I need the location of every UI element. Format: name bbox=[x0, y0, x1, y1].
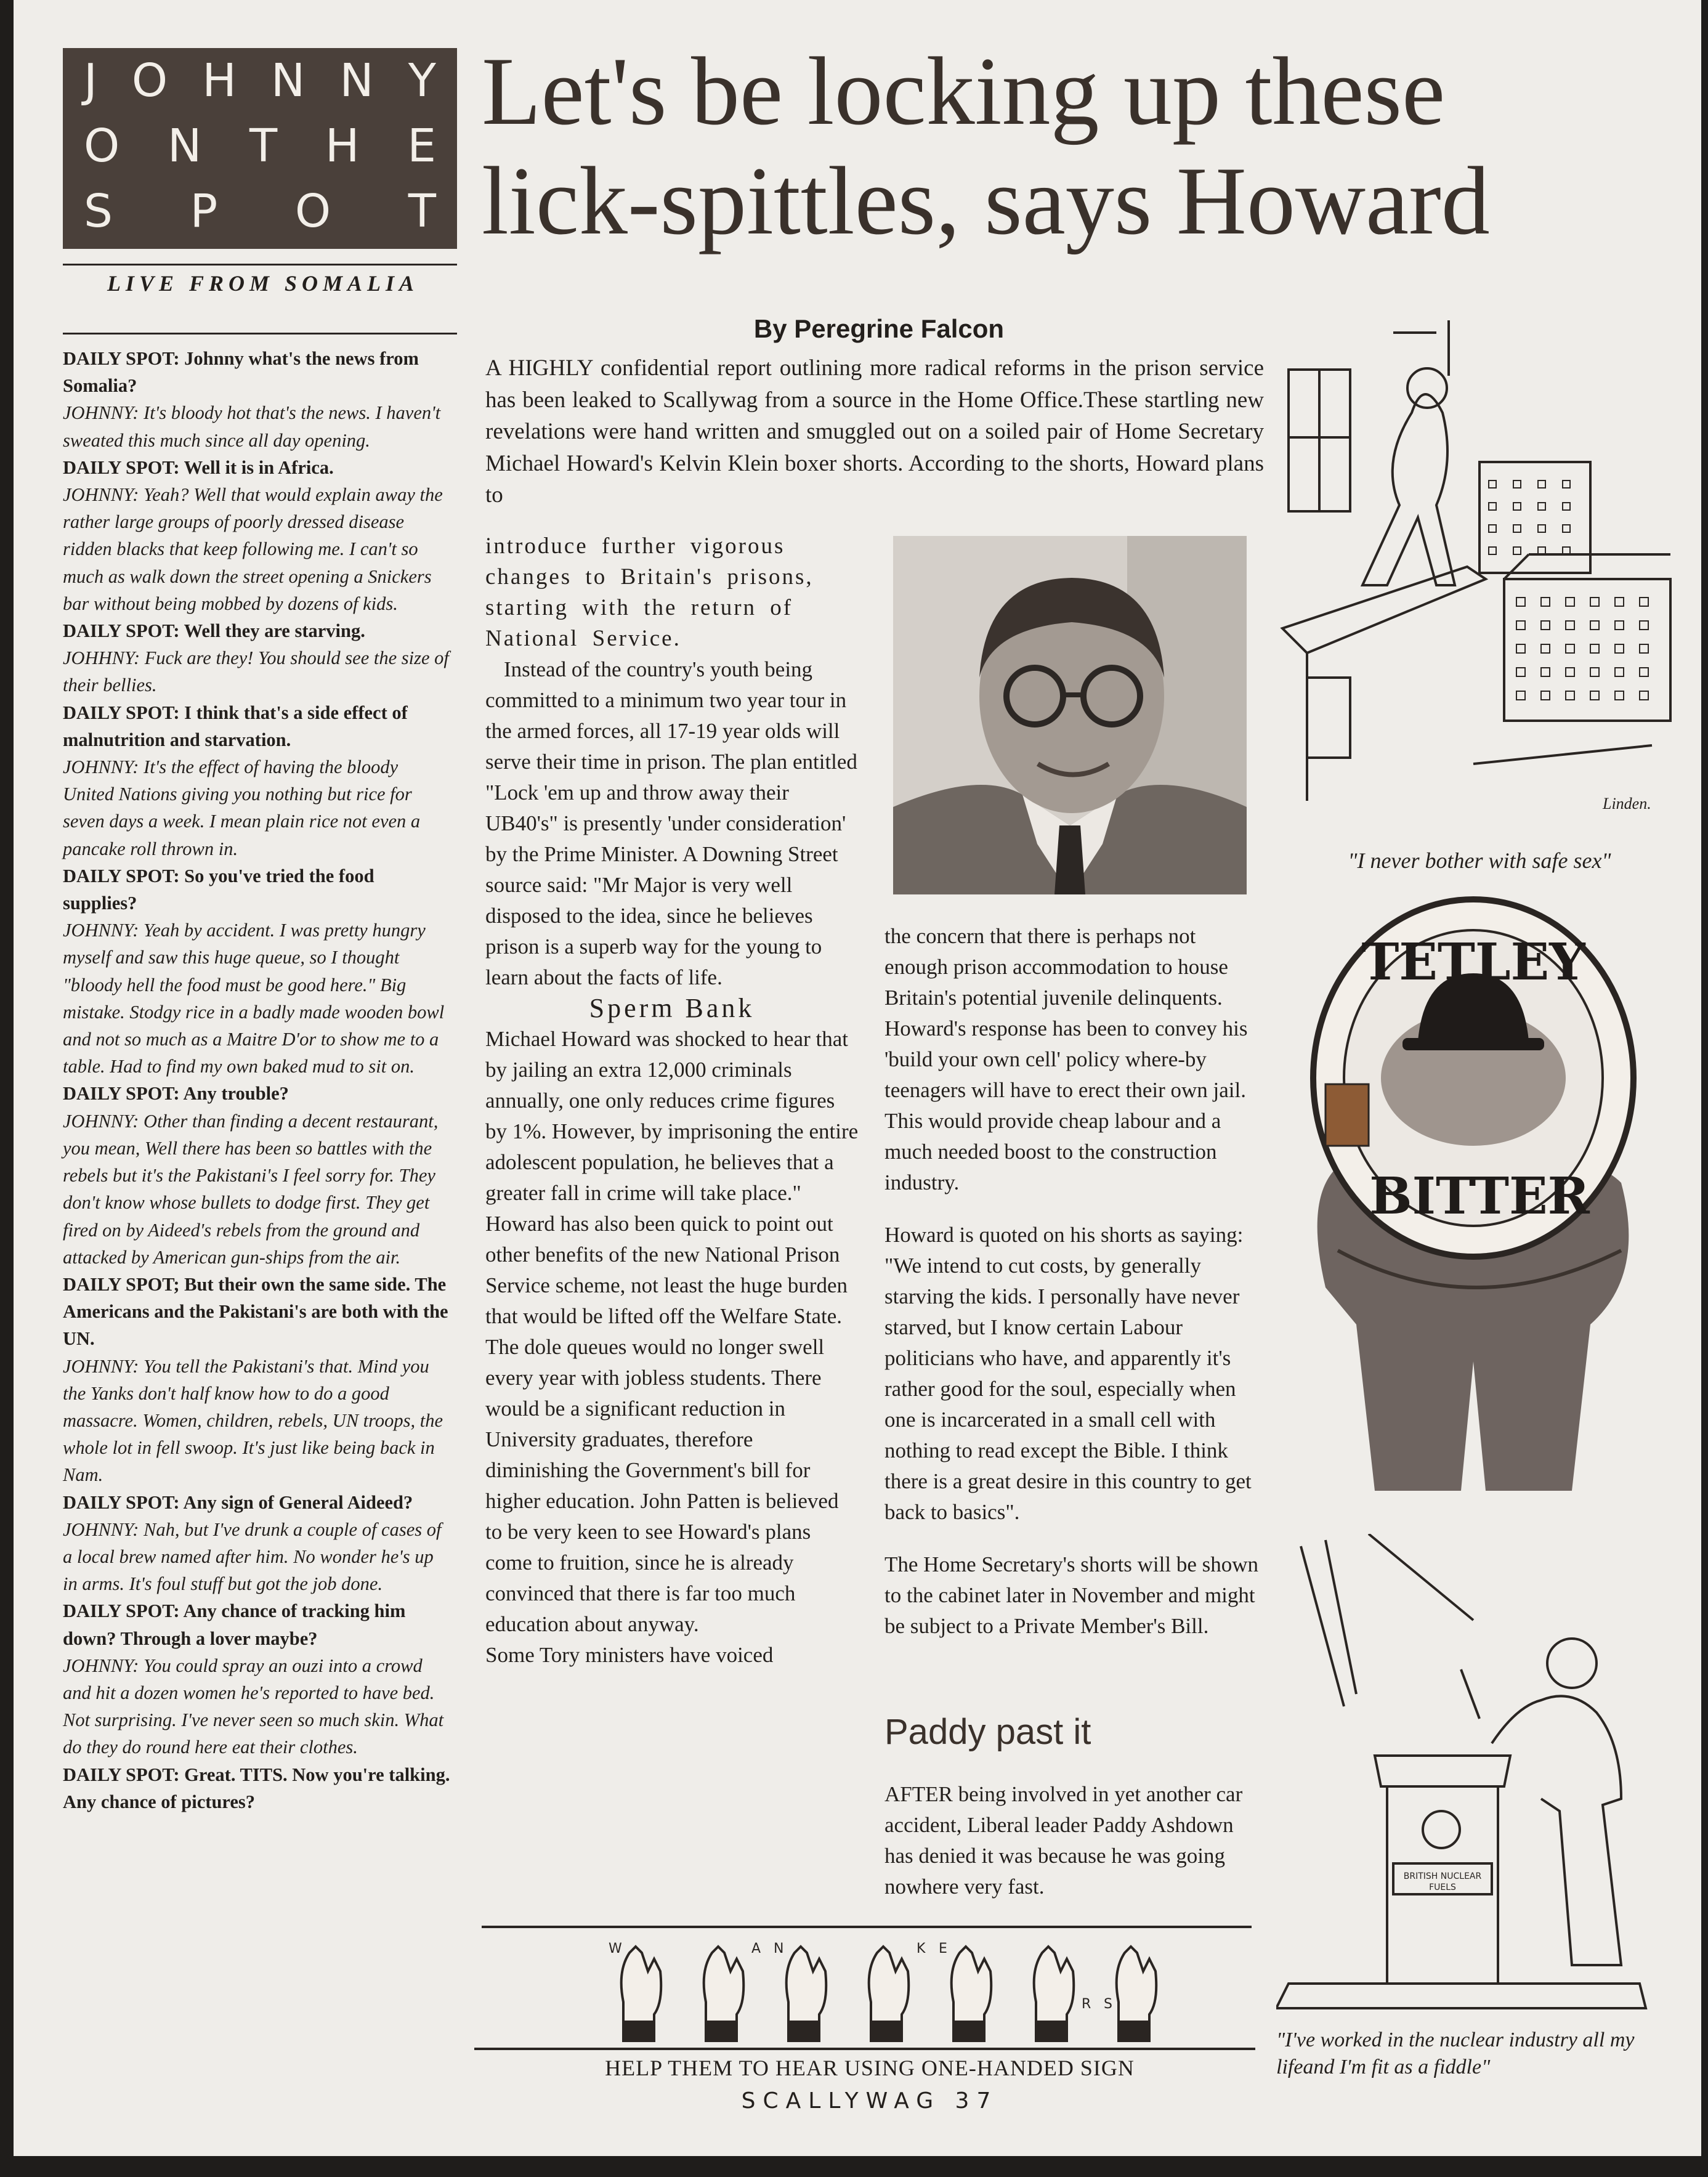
sign-letter: W bbox=[609, 1941, 622, 1956]
article-paragraph: Instead of the country's youth being committed to a minimum two year tour in the armed forces, all 17-19 year olds will serve their time in prison. The plan entitled "Lock 'em up and throw away their UB40's" is presently 'under consideration' by the Prime Minister. A Downing Street source said: "Mr Major is very well disposed to the idea, since he believes prison is a superb way for the young to learn about the facts of life. bbox=[485, 657, 857, 989]
sign-letter: N bbox=[774, 1941, 784, 1956]
interview-answer: JOHNNY: It's the effect of having the bloody United Nations giving you nothing but rice for seven days a week. I mean plain rice not even a pancake roll thrown in. bbox=[63, 756, 421, 859]
interview-question: DAILY SPOT: So you've tried the food supplies? bbox=[63, 865, 374, 914]
sign-caption: HELP THEM TO HEAR USING ONE-HANDED SIGN bbox=[605, 2056, 1135, 2080]
divider bbox=[474, 2048, 1255, 2050]
article-paragraph: introduce further vigorous changes to Britain's prisons, starting with the return of National Service. bbox=[485, 533, 814, 651]
interview-question: DAILY SPOT: Johnny what's the news from Somalia? bbox=[63, 348, 419, 397]
interview-question: DAILY SPOT: Great. TITS. Now you're talking. Any chance of pictures? bbox=[63, 1764, 450, 1812]
banner-letter: O bbox=[294, 185, 331, 238]
article-paragraph: the concern that there is perhaps not enough prison accommodation to house Britain's potential juvenile delinquents. Howard's response has been to convey his 'build your own cell' policy where-by teenagers will have to erect their own jail. This would provide cheap labour and a much needed boost to the construction industry. bbox=[884, 924, 1248, 1194]
tetley-advert-graphic bbox=[1301, 893, 1646, 1491]
sign-hand-icon bbox=[869, 1941, 926, 2042]
section-line-2 bbox=[63, 118, 457, 179]
banner-letter: O bbox=[131, 54, 168, 107]
interview-column bbox=[63, 345, 451, 1815]
sign-hands bbox=[593, 1934, 1184, 2045]
banner-letter: O bbox=[84, 120, 120, 172]
interview-question: DAILY SPOT: Well they are starving. bbox=[63, 620, 365, 642]
interview-answer: JOHNNY: Yeah? Well that would explain away the rather large groups of poorly dressed disease ridden blacks that keep following me. I can't so much as walk down the street opening a Snickers bar without being mobbed by dozens of kids. bbox=[63, 484, 443, 614]
tetley-advert bbox=[1301, 893, 1646, 1491]
section-line-3 bbox=[63, 184, 457, 244]
article-column-2 bbox=[884, 899, 1261, 1663]
sign-hand-icon bbox=[939, 1941, 991, 2042]
banner-letter: Y bbox=[408, 54, 436, 107]
interview-question: DAILY SPOT: Any chance of tracking him down? Through a lover maybe? bbox=[63, 1600, 406, 1649]
sign-hand-icon bbox=[1104, 1947, 1156, 2042]
portrait-photo-graphic bbox=[893, 536, 1247, 894]
banner-letter: H bbox=[325, 120, 360, 172]
section-subtitle: LIVE FROM SOMALIA bbox=[107, 271, 419, 296]
portrait-photo bbox=[893, 536, 1247, 894]
interview-answer: JOHHNY: Fuck are they! You should see the size of their bellies. bbox=[63, 647, 449, 696]
article-paragraph: Some Tory ministers have voiced bbox=[485, 1643, 774, 1667]
sign-letter: A bbox=[751, 1941, 761, 1956]
sign-hand-icon bbox=[704, 1941, 761, 2042]
headline-line-2: lick-spittles, says Howard bbox=[482, 147, 1490, 255]
banner-letter: P bbox=[190, 185, 218, 238]
interview-answer: JOHNNY: It's bloody hot that's the news. I haven't sweated this much since all day opening. bbox=[63, 402, 441, 451]
sign-letter: E bbox=[939, 1941, 947, 1956]
divider bbox=[63, 264, 457, 266]
podium-label-1: BRITISH NUCLEAR bbox=[1403, 1871, 1482, 1881]
sign-letter: K bbox=[917, 1941, 926, 1956]
interview-question: DAILY SPOT: Any trouble? bbox=[63, 1083, 289, 1105]
cartoon-nuclear-drawing bbox=[1276, 1534, 1670, 2027]
paddy-headline: Paddy past it bbox=[884, 1712, 1091, 1752]
headline-line-1: Let's be locking up these bbox=[482, 38, 1446, 145]
article-paragraph: The dole queues would no longer swell every year with jobless students. There would be a significant reduction in University graduates, therefore diminishing the Government's bill for higher education. John Patten is believed to be very keen to see Howard's plans come to fruition, since he is already convinced that there is far too much education about anyway. bbox=[485, 1335, 839, 1636]
banner-letter: J bbox=[84, 54, 97, 107]
banner-letter: N bbox=[167, 120, 202, 172]
divider bbox=[482, 1926, 1252, 1928]
sign-letter: S bbox=[1104, 1997, 1112, 2012]
banner-letter: E bbox=[407, 120, 436, 172]
podium-label-2: FUELS bbox=[1429, 1883, 1456, 1892]
headline bbox=[482, 37, 1689, 256]
interview-question: DAILY SPOT: Well it is in Africa. bbox=[63, 456, 334, 478]
tetley-top-text: TETLEY bbox=[1361, 933, 1585, 992]
section-line-1 bbox=[63, 53, 457, 113]
magazine-page bbox=[14, 0, 1701, 2156]
sign-hand-icon bbox=[1034, 1947, 1091, 2042]
banner-letter: S bbox=[84, 185, 113, 238]
sign-hand-icon bbox=[774, 1941, 826, 2042]
sign-hand-icon bbox=[609, 1941, 661, 2042]
cartoon-nuclear bbox=[1276, 1534, 1670, 2027]
article-paragraph: Michael Howard was shocked to hear that by jailing an extra 12,000 criminals annually, one only reduces crime figures by 1%. However, by imprisoning the entire adolescent population, he believes that a greater fall in crime will take place." bbox=[485, 1027, 859, 1205]
cartoon-signature: Linden. bbox=[1603, 795, 1651, 813]
page-footer: SCALLYWAG 37 bbox=[741, 2088, 998, 2114]
tetley-bottom-text: BITTER bbox=[1369, 1167, 1590, 1226]
cartoon-rooftop-drawing bbox=[1270, 320, 1677, 832]
interview-question: DAILY SPOT; But their own the same side. The Americans and the Pakistani's are both with the UN. bbox=[63, 1273, 448, 1350]
article-paragraph: Howard has also been quick to point out other benefits of the new National Prison Service scheme, not least the huge burden that would be lifted off the Welfare State. bbox=[485, 1212, 848, 1328]
sign-language-strip bbox=[593, 1934, 1184, 2045]
cartoon-caption: "I've worked in the nuclear industry all my lifeand I'm fit as a fiddle" bbox=[1276, 2029, 1635, 2078]
interview-answer: JOHNNY: Nah, but I've drunk a couple of cases of a local brew named after him. No wonder he's up in arms. It's foul stuff but got the job done. bbox=[63, 1518, 442, 1595]
interview-answer: JOHNNY: You tell the Pakistani's that. Mind you the Yanks don't half know how to do a good massacre. Women, children, rebels, UN troops, the whole lot in fell swoop. It's just like being back in Nam. bbox=[63, 1355, 443, 1486]
article-lead: A HIGHLY confidential report outlining more radical reforms in the prison service has been leaked to Scallywag from a source in the Home Office.These startling new revelations were hand written and smuggled out on a soiled pair of Home Secretary Michael Howard's Kelvin Klein boxer shorts. According to the shorts, Howard plans to bbox=[485, 355, 1264, 508]
byline: By Peregrine Falcon bbox=[753, 314, 1005, 343]
divider bbox=[63, 333, 457, 334]
section-banner bbox=[63, 48, 457, 249]
interview-answer: JOHNNY: Other than finding a decent restaurant, you mean, Well there has been so battles with the rebels but it's the Pakistani's I feel sorry for. They don't know whose bullets to dodge first. They get fired on by Aideed's rebels from the ground and attacked by American gun-ships from the air. bbox=[63, 1110, 439, 1268]
banner-letter: T bbox=[408, 185, 436, 238]
paddy-body: AFTER being involved in yet another car accident, Liberal leader Paddy Ashdown has denied it was because he was going nowhere very fast. bbox=[884, 1782, 1243, 1899]
sign-letter: R bbox=[1082, 1997, 1091, 2012]
interview-question: DAILY SPOT: I think that's a side effect of malnutrition and starvation. bbox=[63, 702, 408, 750]
interview-question: DAILY SPOT: Any sign of General Aideed? bbox=[63, 1491, 413, 1513]
interview-answer: JOHNNY: Yeah by accident. I was pretty hungry myself and saw this huge queue, so I thought "bloody hell the food must be good here." Big mistake. Stodgy rice in a badly made wooden bowl and not so much as a Maitre D'or to show me to a table. Had to find my own baked mud to sit on. bbox=[63, 920, 445, 1077]
interview-answer: JOHNNY: You could spray an ouzi into a crowd and hit a dozen women he's reported to have bed. Not surprising. I've never seen so much skin. What do they do round here eat their clothes. bbox=[63, 1655, 444, 1758]
banner-letter: H bbox=[202, 54, 237, 107]
article-column-1 bbox=[485, 531, 859, 1671]
banner-letter: N bbox=[339, 54, 374, 107]
article-paragraph: The Home Secretary's shorts will be shown to the cabinet later in November and might be subject to a Private Member's Bill. bbox=[884, 1552, 1259, 1638]
cartoon-caption: "I never bother with safe sex" bbox=[1348, 848, 1611, 873]
article-paragraph: Howard is quoted on his shorts as saying: "We intend to cut costs, by generally starving the kids. I personally have never starved, but I know certain Labour politicians who have, and apparently it's rather good for the soul, especially when one is incarcerated in a small cell with nothing to read except the Bible. I think there is a great desire in this country to get back to basics". bbox=[884, 1223, 1252, 1524]
banner-letter: N bbox=[270, 54, 306, 107]
subheading: Sperm Bank bbox=[589, 993, 755, 1023]
banner-letter: T bbox=[249, 120, 278, 172]
cartoon-rooftop bbox=[1270, 320, 1677, 832]
